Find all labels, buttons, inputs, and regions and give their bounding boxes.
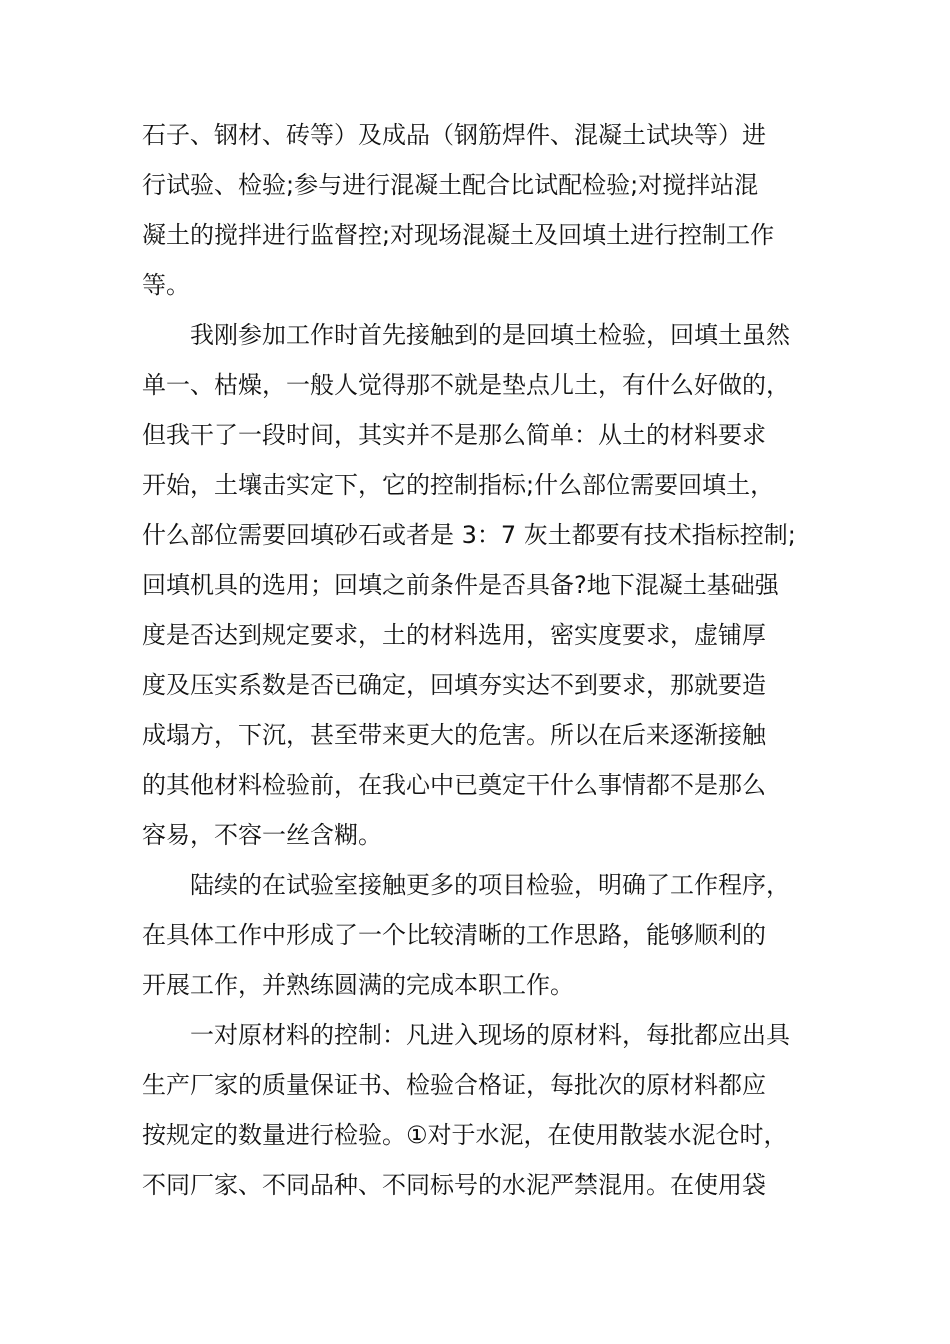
- text-line: 等。: [142, 271, 190, 299]
- text-line: 度是否达到规定要求，土的材料选用，密实度要求，虚铺厚: [142, 621, 766, 649]
- text-line: 一对原材料的控制：凡进入现场的原材料，每批都应出具: [142, 1021, 790, 1049]
- text-line: 度及压实系数是否已确定，回填夯实达不到要求，那就要造: [142, 671, 766, 699]
- text-line: 开展工作，并熟练圆满的完成本职工作。: [142, 971, 574, 999]
- text-line: 石子、钢材、砖等）及成品（钢筋焊件、混凝土试块等）进: [142, 121, 766, 149]
- text-line: 但我干了一段时间，其实并不是那么简单：从土的材料要求: [142, 421, 766, 449]
- text-line: 陆续的在试验室接触更多的项目检验，明确了工作程序，: [142, 871, 790, 899]
- text-line: 凝土的搅拌进行监督控;对现场混凝土及回填土进行控制工作: [142, 221, 775, 249]
- text-line: 成塌方，下沉，甚至带来更大的危害。所以在后来逐渐接触: [142, 721, 766, 749]
- text-line: 不同厂家、不同品种、不同标号的水泥严禁混用。在使用袋: [142, 1171, 766, 1199]
- text-line: 什么部位需要回填砂石或者是 3：7 灰土都要有技术指标控制;: [142, 521, 796, 549]
- text-line: 在具体工作中形成了一个比较清晰的工作思路，能够顺利的: [142, 921, 766, 949]
- text-line: 容易，不容一丝含糊。: [142, 821, 382, 849]
- text-line: 开始，土壤击实定下，它的控制指标;什么部位需要回填土，: [142, 471, 775, 499]
- body-text: [142, 110, 822, 1210]
- text-line: 回填机具的选用；回填之前条件是否具备?地下混凝土基础强: [142, 571, 779, 599]
- text-line: 我刚参加工作时首先接触到的是回填土检验，回填土虽然: [142, 321, 790, 349]
- text-line: 行试验、检验;参与进行混凝土配合比试配检验;对搅拌站混: [142, 171, 759, 199]
- text-line: 单一、枯燥，一般人觉得那不就是垫点儿土，有什么好做的，: [142, 371, 790, 399]
- text-line: 生产厂家的质量保证书、检验合格证，每批次的原材料都应: [142, 1071, 766, 1099]
- text-line: 的其他材料检验前，在我心中已奠定干什么事情都不是那么: [142, 771, 766, 799]
- text-line: 按规定的数量进行检验。①对于水泥，在使用散装水泥仓时，: [142, 1121, 788, 1149]
